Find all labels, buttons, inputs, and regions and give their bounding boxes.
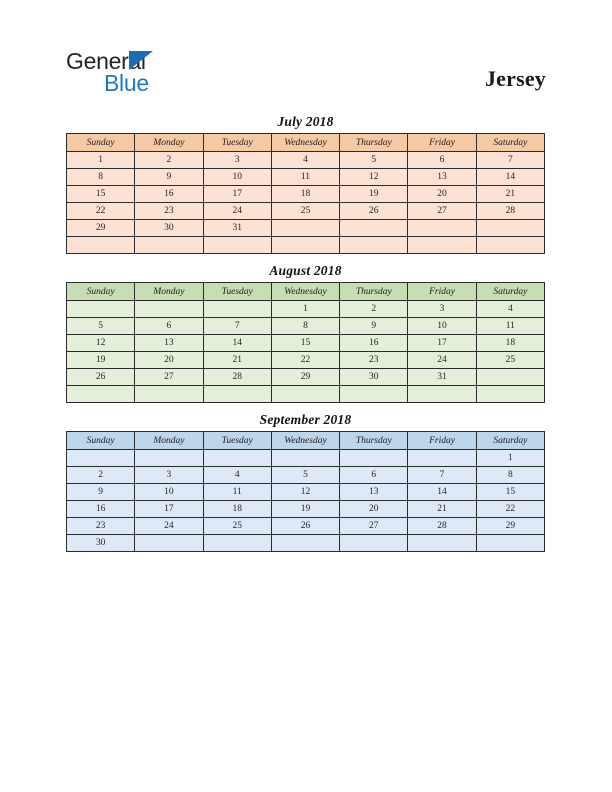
day-cell[interactable]: [408, 220, 476, 237]
week-row: [67, 203, 545, 220]
week-row: [67, 220, 545, 237]
calendar-block-september: [66, 410, 545, 552]
day-cell[interactable]: [135, 535, 203, 552]
day-cell[interactable]: [203, 301, 271, 318]
day-cell[interactable]: 7: [408, 467, 476, 484]
day-cell[interactable]: 22: [476, 501, 544, 518]
calendar-block-august: [66, 261, 545, 403]
day-cell[interactable]: 3: [203, 152, 271, 169]
day-cell[interactable]: 7: [476, 152, 544, 169]
day-cell[interactable]: 27: [135, 369, 203, 386]
weekday-header-tuesday: Tuesday: [203, 283, 271, 301]
day-cell[interactable]: 29: [476, 518, 544, 535]
weekday-header-sunday: Sunday: [67, 134, 135, 152]
day-cell[interactable]: 1: [476, 450, 544, 467]
day-cell[interactable]: 3: [135, 467, 203, 484]
weekday-header-monday: Monday: [135, 432, 203, 450]
week-row: [67, 352, 545, 369]
calendar-table: [66, 282, 545, 403]
day-cell[interactable]: 20: [408, 186, 476, 203]
weekday-header-row: [67, 283, 545, 301]
day-cell[interactable]: 28: [408, 518, 476, 535]
week-row: [67, 450, 545, 467]
day-cell[interactable]: 20: [340, 501, 408, 518]
calendar-table: [66, 133, 545, 254]
day-cell[interactable]: 19: [271, 501, 339, 518]
week-row: [67, 318, 545, 335]
week-row: [67, 152, 545, 169]
day-cell[interactable]: 28: [476, 203, 544, 220]
day-cell[interactable]: [476, 369, 544, 386]
day-cell[interactable]: 23: [67, 518, 135, 535]
day-cell[interactable]: [340, 386, 408, 403]
day-cell[interactable]: [135, 301, 203, 318]
day-cell[interactable]: 31: [203, 220, 271, 237]
day-cell[interactable]: [476, 220, 544, 237]
day-cell[interactable]: 25: [476, 352, 544, 369]
day-cell[interactable]: 7: [203, 318, 271, 335]
day-cell[interactable]: 30: [135, 220, 203, 237]
day-cell[interactable]: [135, 386, 203, 403]
day-cell[interactable]: 2: [135, 152, 203, 169]
day-cell[interactable]: 25: [271, 203, 339, 220]
day-cell[interactable]: 4: [203, 467, 271, 484]
day-cell[interactable]: 3: [408, 301, 476, 318]
day-cell[interactable]: 21: [203, 352, 271, 369]
logo-triangle-icon: [129, 51, 153, 70]
day-cell[interactable]: [203, 535, 271, 552]
day-cell[interactable]: 14: [476, 169, 544, 186]
day-cell[interactable]: 18: [271, 186, 339, 203]
day-cell[interactable]: [203, 450, 271, 467]
day-cell[interactable]: 10: [408, 318, 476, 335]
day-cell[interactable]: [340, 237, 408, 254]
day-cell[interactable]: 24: [408, 352, 476, 369]
day-cell[interactable]: 14: [408, 484, 476, 501]
day-cell[interactable]: 14: [203, 335, 271, 352]
weekday-header-sunday: Sunday: [67, 432, 135, 450]
week-row: [67, 386, 545, 403]
day-cell[interactable]: 8: [271, 318, 339, 335]
day-cell[interactable]: 13: [340, 484, 408, 501]
day-cell[interactable]: 15: [271, 335, 339, 352]
day-cell[interactable]: [340, 450, 408, 467]
day-cell[interactable]: 22: [271, 352, 339, 369]
weekday-header-monday: Monday: [135, 134, 203, 152]
day-cell[interactable]: 28: [203, 369, 271, 386]
day-cell[interactable]: [135, 237, 203, 254]
weekday-header-row: [67, 432, 545, 450]
month-title: September 2018: [259, 412, 352, 427]
day-cell[interactable]: 4: [476, 301, 544, 318]
day-cell[interactable]: 13: [408, 169, 476, 186]
day-cell[interactable]: 1: [67, 152, 135, 169]
day-cell[interactable]: 1: [271, 301, 339, 318]
day-cell[interactable]: 23: [340, 352, 408, 369]
day-cell[interactable]: 13: [135, 335, 203, 352]
day-cell[interactable]: [476, 386, 544, 403]
day-cell[interactable]: 15: [67, 186, 135, 203]
day-cell[interactable]: 18: [476, 335, 544, 352]
day-cell[interactable]: 6: [135, 318, 203, 335]
day-cell[interactable]: [271, 535, 339, 552]
calendar-table: [66, 431, 545, 552]
weekday-header-thursday: Thursday: [340, 432, 408, 450]
day-cell[interactable]: [340, 220, 408, 237]
week-row: [67, 518, 545, 535]
week-row: [67, 169, 545, 186]
day-cell[interactable]: [271, 450, 339, 467]
day-cell[interactable]: 5: [271, 467, 339, 484]
day-cell[interactable]: 9: [135, 169, 203, 186]
week-row: [67, 369, 545, 386]
day-cell[interactable]: 17: [408, 335, 476, 352]
calendar-block-july: [66, 112, 545, 254]
day-cell[interactable]: 16: [340, 335, 408, 352]
day-cell[interactable]: 29: [67, 220, 135, 237]
day-cell[interactable]: 5: [67, 318, 135, 335]
day-cell[interactable]: [476, 237, 544, 254]
day-cell[interactable]: [135, 450, 203, 467]
weekday-header-thursday: Thursday: [340, 283, 408, 301]
day-cell[interactable]: 5: [340, 152, 408, 169]
day-cell[interactable]: 16: [135, 186, 203, 203]
weekday-header-tuesday: Tuesday: [203, 432, 271, 450]
day-cell[interactable]: 11: [476, 318, 544, 335]
day-cell[interactable]: 29: [271, 369, 339, 386]
logo-general-text: General: [66, 48, 146, 74]
month-title: July 2018: [277, 114, 334, 129]
day-cell[interactable]: [271, 386, 339, 403]
day-cell[interactable]: [67, 237, 135, 254]
week-row: [67, 335, 545, 352]
day-cell[interactable]: 19: [340, 186, 408, 203]
day-cell[interactable]: 17: [135, 501, 203, 518]
day-cell[interactable]: 16: [67, 501, 135, 518]
day-cell[interactable]: 2: [340, 301, 408, 318]
day-cell[interactable]: [408, 237, 476, 254]
day-cell[interactable]: 31: [408, 369, 476, 386]
weekday-header-sunday: Sunday: [67, 283, 135, 301]
day-cell[interactable]: [408, 450, 476, 467]
weekday-header-saturday: Saturday: [476, 283, 544, 301]
day-cell[interactable]: [408, 535, 476, 552]
day-cell[interactable]: [67, 301, 135, 318]
month-title: August 2018: [269, 263, 342, 278]
day-cell[interactable]: [203, 386, 271, 403]
week-row: [67, 237, 545, 254]
day-cell[interactable]: 8: [476, 467, 544, 484]
page-header: [0, 0, 612, 110]
weekday-header-wednesday: Wednesday: [271, 283, 339, 301]
week-row: [67, 501, 545, 518]
day-cell[interactable]: 10: [203, 169, 271, 186]
day-cell[interactable]: 30: [340, 369, 408, 386]
weekday-header-friday: Friday: [408, 432, 476, 450]
day-cell[interactable]: 9: [340, 318, 408, 335]
day-cell[interactable]: 10: [135, 484, 203, 501]
day-cell[interactable]: [67, 450, 135, 467]
weekday-header-tuesday: Tuesday: [203, 134, 271, 152]
week-row: [67, 467, 545, 484]
day-cell[interactable]: 26: [67, 369, 135, 386]
day-cell[interactable]: 21: [408, 501, 476, 518]
weekday-header-friday: Friday: [408, 283, 476, 301]
day-cell[interactable]: [67, 386, 135, 403]
day-cell[interactable]: 8: [67, 169, 135, 186]
day-cell[interactable]: 18: [203, 501, 271, 518]
day-cell[interactable]: 11: [203, 484, 271, 501]
day-cell[interactable]: 24: [135, 518, 203, 535]
weekday-header-row: [67, 134, 545, 152]
day-cell[interactable]: 2: [67, 467, 135, 484]
day-cell[interactable]: 22: [67, 203, 135, 220]
weekday-header-friday: Friday: [408, 134, 476, 152]
weekday-header-monday: Monday: [135, 283, 203, 301]
weekday-header-saturday: Saturday: [476, 134, 544, 152]
day-cell[interactable]: [408, 386, 476, 403]
day-cell[interactable]: 12: [340, 169, 408, 186]
day-cell[interactable]: 12: [67, 335, 135, 352]
day-cell[interactable]: 26: [340, 203, 408, 220]
day-cell[interactable]: 19: [67, 352, 135, 369]
week-row: [67, 186, 545, 203]
week-row: [67, 301, 545, 318]
day-cell[interactable]: 24: [203, 203, 271, 220]
day-cell[interactable]: 21: [476, 186, 544, 203]
day-cell[interactable]: 20: [135, 352, 203, 369]
day-cell[interactable]: [271, 237, 339, 254]
day-cell[interactable]: [476, 535, 544, 552]
day-cell[interactable]: 23: [135, 203, 203, 220]
day-cell[interactable]: 11: [271, 169, 339, 186]
day-cell[interactable]: [271, 220, 339, 237]
weekday-header-thursday: Thursday: [340, 134, 408, 152]
day-cell[interactable]: 9: [67, 484, 135, 501]
day-cell[interactable]: [340, 535, 408, 552]
day-cell[interactable]: 6: [340, 467, 408, 484]
day-cell[interactable]: 15: [476, 484, 544, 501]
day-cell[interactable]: 26: [271, 518, 339, 535]
weekday-header-wednesday: Wednesday: [271, 432, 339, 450]
weekday-header-saturday: Saturday: [476, 432, 544, 450]
week-row: [67, 535, 545, 552]
weekday-header-wednesday: Wednesday: [271, 134, 339, 152]
day-cell[interactable]: 6: [408, 152, 476, 169]
general-blue-logo: [66, 48, 246, 98]
day-cell[interactable]: 4: [271, 152, 339, 169]
day-cell[interactable]: 12: [271, 484, 339, 501]
day-cell[interactable]: [203, 237, 271, 254]
day-cell[interactable]: 30: [67, 535, 135, 552]
logo-blue-text: Blue: [104, 70, 149, 96]
day-cell[interactable]: 27: [340, 518, 408, 535]
week-row: [67, 484, 545, 501]
day-cell[interactable]: 25: [203, 518, 271, 535]
day-cell[interactable]: 17: [203, 186, 271, 203]
day-cell[interactable]: 27: [408, 203, 476, 220]
page-title: Jersey: [484, 66, 546, 91]
